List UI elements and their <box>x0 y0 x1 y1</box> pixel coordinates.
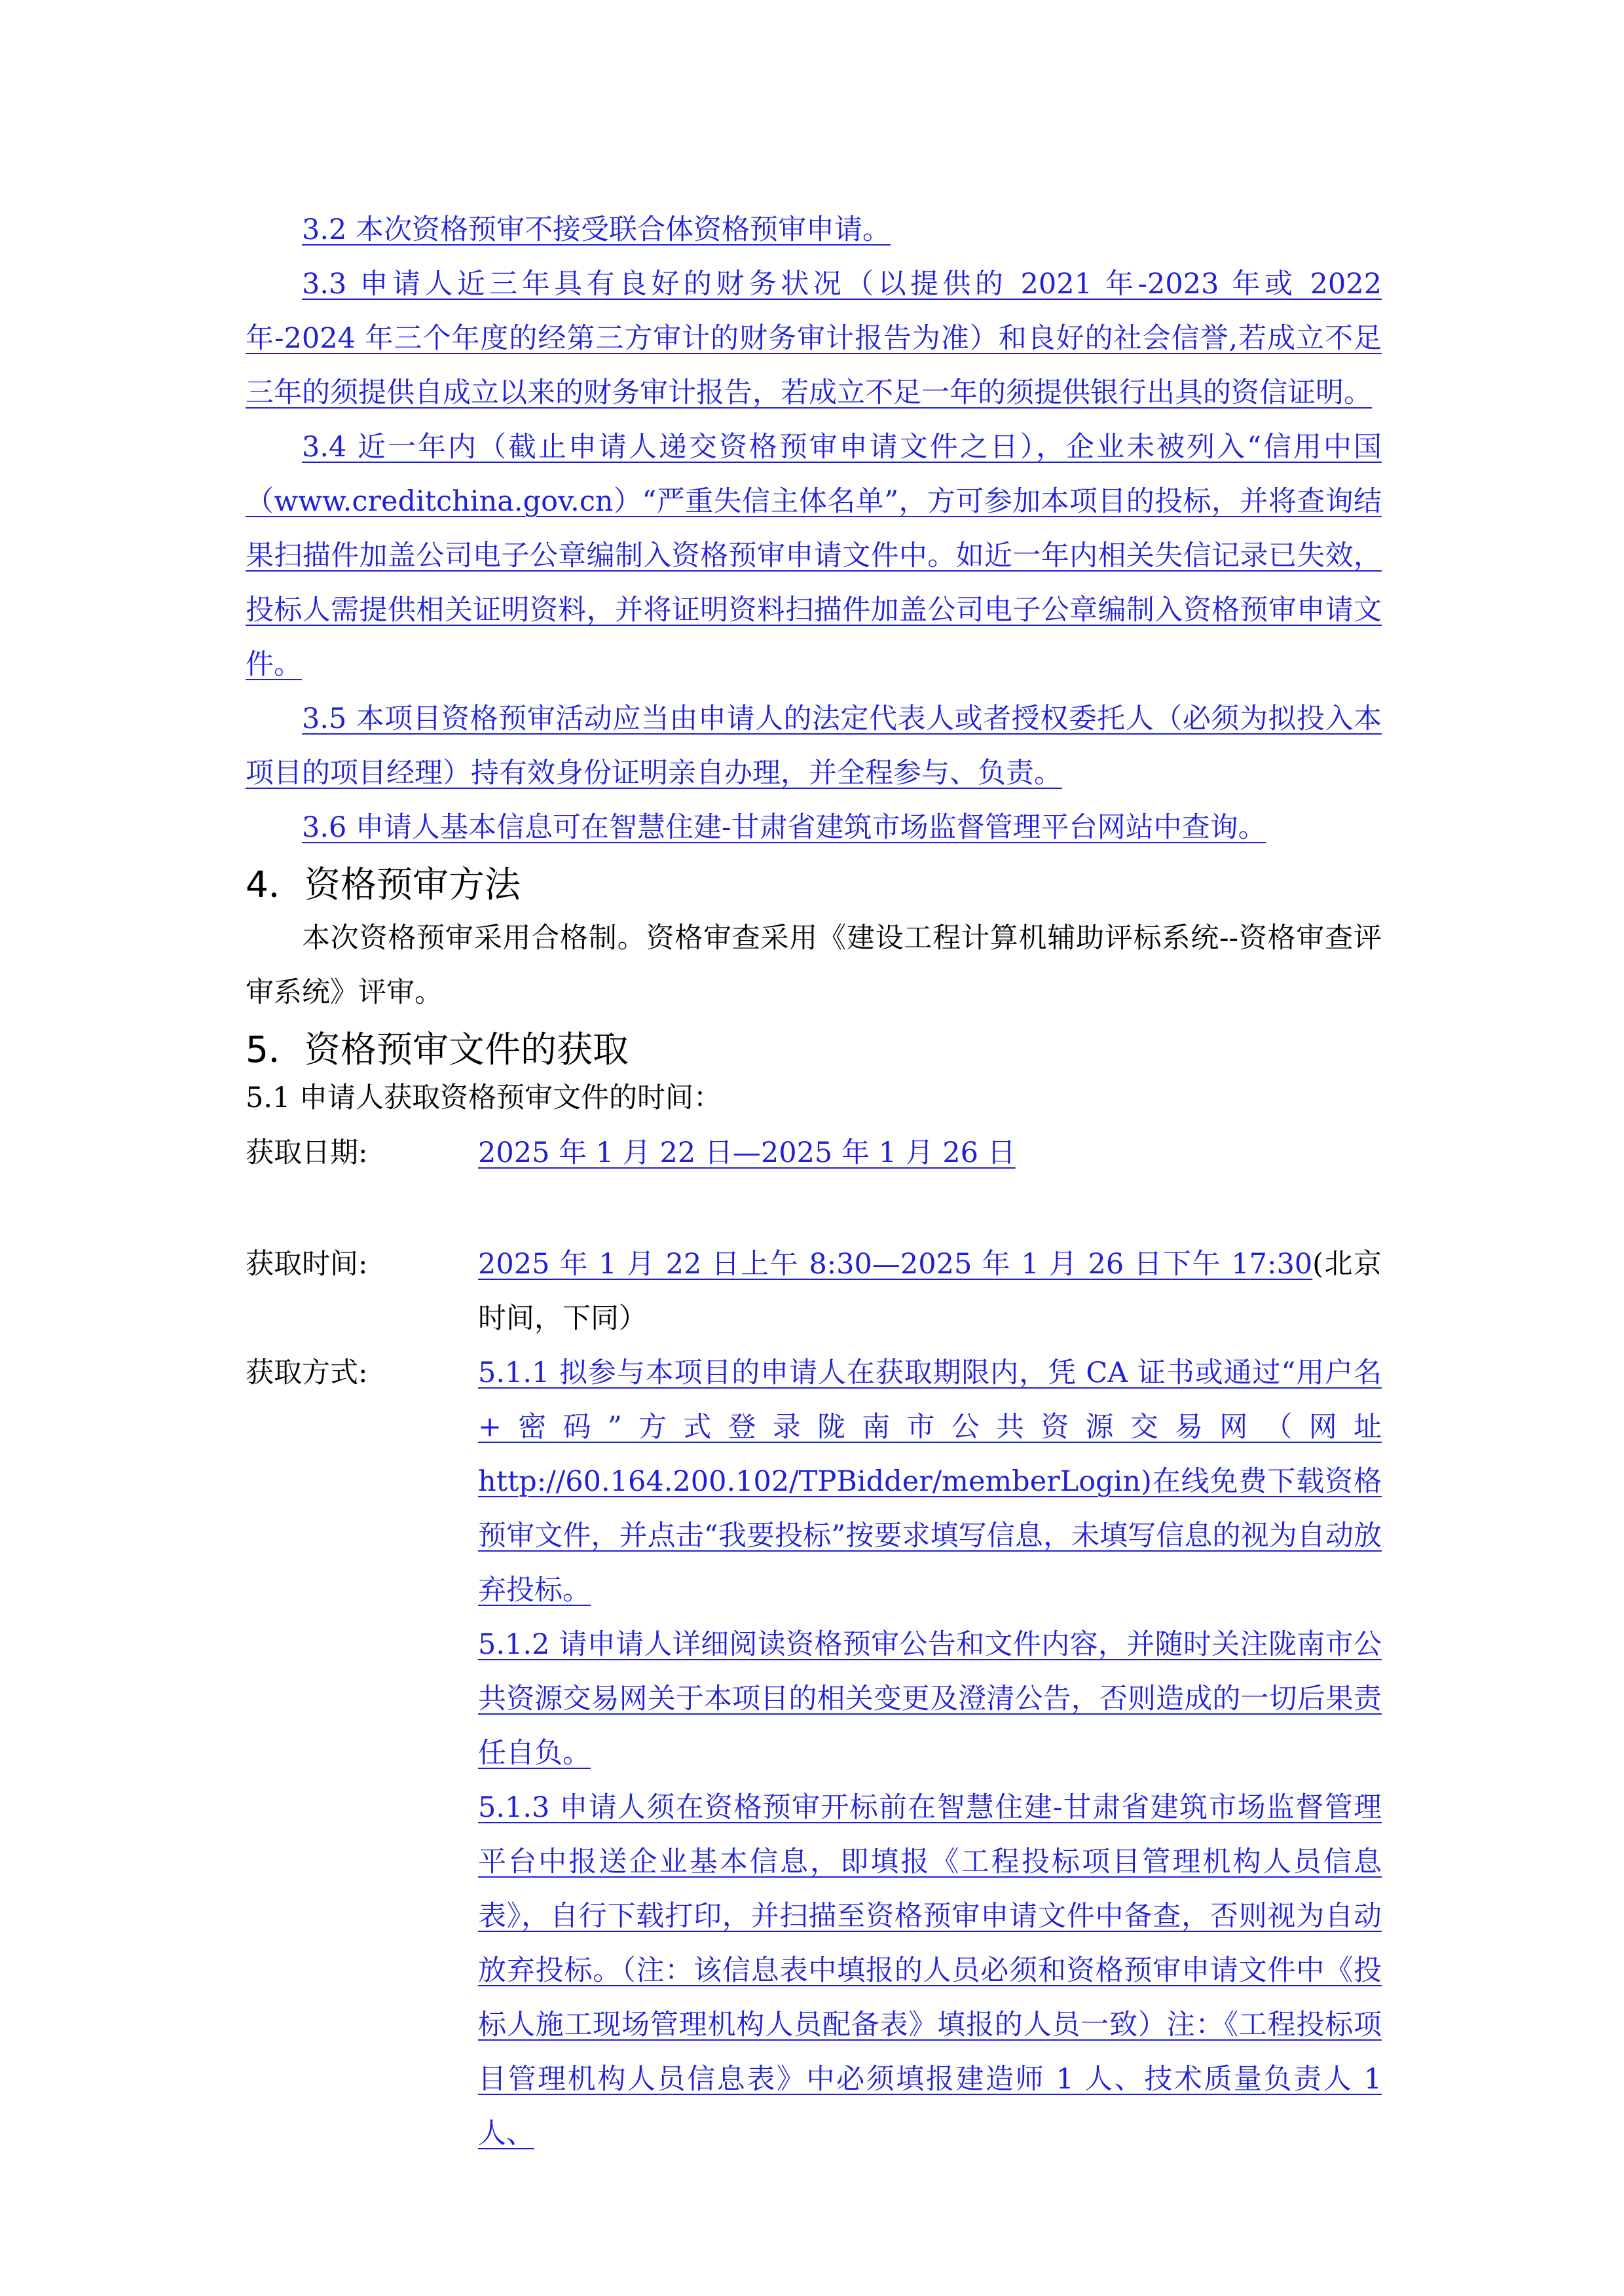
clause-3-3-text: 3.3 申请人近三年具有良好的财务状况（以提供的 2021 年-2023 年或 2022 年-2024 年三个年度的经第三方审计的财务审计报告为准）和良好的社会信誉,若成立不足三年的须提供自成立以来的财务审计报告，若成立不足一年的须提供银行出具的资信证明。 <box>246 268 1382 409</box>
method-5-1-2 <box>478 1618 1382 1781</box>
document-page <box>246 203 1382 2161</box>
acquire-time-link: 2025 年 1 月 22 日上午 8:30—2025 年 1 月 26 日下午 17:30 <box>478 1248 1313 1281</box>
acquire-time-rest: (北京时间，下同） <box>478 1248 1382 1335</box>
acquire-date-label: 获取日期: <box>246 1137 368 1169</box>
acquire-date-row <box>246 1126 1382 1180</box>
method-5-1-3 <box>478 1781 1382 2161</box>
method-5-1-2-text: 5.1.2 请申请人详细阅读资格预审公告和文件内容，并随时关注陇南市公共资源交易网关于本项目的相关变更及澄清公告，否则造成的一切后果责任自负。 <box>478 1628 1382 1770</box>
clause-3-2 <box>246 203 1382 257</box>
method-5-1-1 <box>478 1346 1382 1618</box>
clause-3-5-text: 3.5 本项目资格预审活动应当由申请人的法定代表人或者授权委托人（必须为拟投入本项目的项目经理）持有效身份证明亲自办理，并全程参与、负责。 <box>246 702 1382 790</box>
acquire-date-text: 2025 年 1 月 22 日—2025 年 1 月 26 日 <box>478 1137 1016 1169</box>
acquire-time-row <box>246 1237 1382 1346</box>
clause-3-6 <box>246 801 1382 855</box>
acquire-date-value <box>478 1126 1382 1180</box>
clause-3-2-text: 3.2 本次资格预审不接受联合体资格预审申请。 <box>302 213 891 246</box>
acquire-time-value <box>478 1237 1382 1346</box>
section-5-heading: 5．资格预审文件的获取 <box>246 1029 629 1070</box>
acquire-time-label: 获取时间: <box>246 1248 368 1281</box>
spacer <box>246 1180 1382 1237</box>
clause-3-5 <box>246 692 1382 801</box>
section-4-heading: 4．资格预审方法 <box>246 864 521 905</box>
clause-5-1: 5.1 申请人获取资格预审文件的时间： <box>246 1082 722 1114</box>
clause-3-4 <box>246 420 1382 692</box>
section-4-text: 本次资格预审采用合格制。资格审查采用《建设工程计算机辅助评标系统--资格审查评审系统》评审。 <box>246 922 1382 1009</box>
clause-3-6-text: 3.6 申请人基本信息可在智慧住建-甘肃省建筑市场监督管理平台网站中查询。 <box>302 811 1266 844</box>
acquire-method-list <box>478 1346 1382 2161</box>
method-5-1-1-text: 5.1.1 拟参与本项目的申请人在获取期限内，凭 CA 证书或通过“用户名+密码”方式登录陇南市公共资源交易网（网址http://60.164.200.102/TPBidder/memberLogin)在线免费下载资格预审文件，并点击“我要投标”按要求填写信息，未填写信息的视为自动放弃投标。 <box>478 1357 1382 1607</box>
clause-3-4-text: 3.4 近一年内（截止申请人递交资格预审申请文件之日），企业未被列入“信用中国（www.creditchina.gov.cn）“严重失信主体名单”，方可参加本项目的投标，并将查询结果扫描件加盖公司电子公章编制入资格预审申请文件中。如近一年内相关失信记录已失效，投标人需提供相关证明资料，并将证明资料扫描件加盖公司电子公章编制入资格预审申请文件。 <box>246 431 1382 681</box>
acquire-method-label: 获取方式: <box>246 1357 368 1389</box>
acquire-method-row <box>246 1346 1382 2161</box>
clause-3-3 <box>246 257 1382 420</box>
method-5-1-3-text: 5.1.3 申请人须在资格预审开标前在智慧住建-甘肃省建筑市场监督管理平台中报送企业基本信息，即填报《工程投标项目管理机构人员信息表》，自行下载打印，并扫描至资格预审申请文件中备查，否则视为自动放弃投标。（注：该信息表中填报的人员必须和资格预审申请文件中《投标人施工现场管理机构人员配备表》填报的人员一致）注：《工程投标项目管理机构人员信息表》中必须填报建造师 1 人、技术质量负责人 1 人、 <box>478 1791 1382 2150</box>
